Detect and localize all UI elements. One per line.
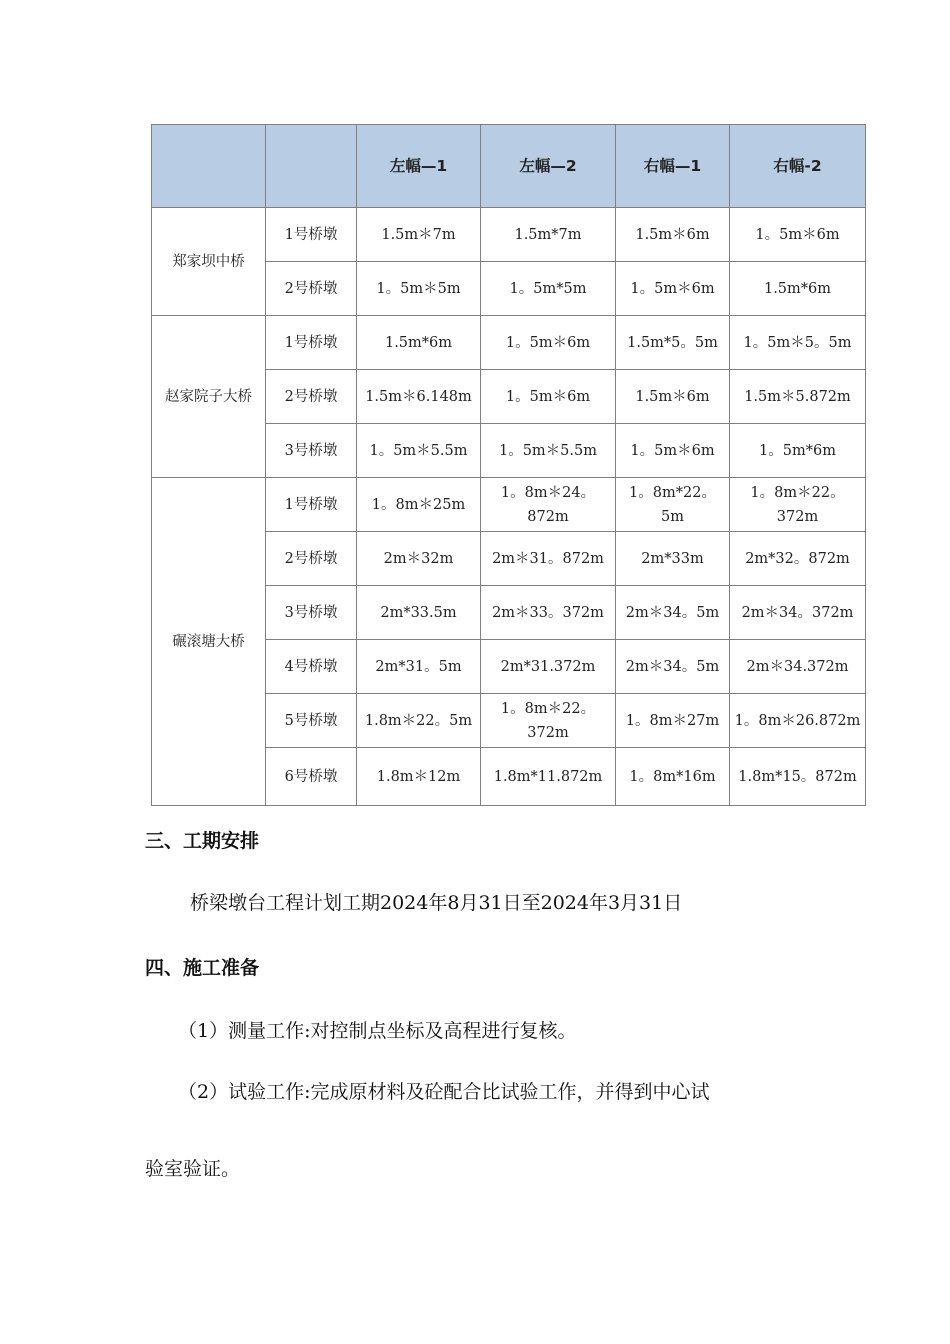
- dimension-cell: 1.5m*6m: [730, 262, 866, 316]
- dimension-cell: 1。8m*16m: [616, 748, 730, 806]
- dimension-cell: 1.5m＊5.872m: [730, 370, 866, 424]
- dimension-cell: 1.8m*15。872m: [730, 748, 866, 806]
- dimension-cell: 1.5m*7m: [481, 208, 616, 262]
- bridge-name-cell: 赵家院子大桥: [152, 316, 266, 478]
- pier-cell: 2号桥墩: [266, 532, 357, 586]
- dimension-cell: 1.5m*5。5m: [616, 316, 730, 370]
- pier-cell: 3号桥墩: [266, 586, 357, 640]
- dimension-cell: 1。5m*5m: [481, 262, 616, 316]
- dimension-cell: 2m*33m: [616, 532, 730, 586]
- preparation-item-2-line-1: （2）试验工作:完成原材料及砼配合比试验工作，并得到中心试: [178, 1081, 710, 1103]
- table-header-row: [152, 125, 866, 208]
- pier-cell: 4号桥墩: [266, 640, 357, 694]
- dimension-cell: 1。5m＊5m: [357, 262, 481, 316]
- dimension-cell: 2m＊34。5m: [616, 640, 730, 694]
- pier-cell: 1号桥墩: [266, 316, 357, 370]
- dimension-cell: 2m*31。5m: [357, 640, 481, 694]
- section-heading-schedule: 三、工期安排: [145, 830, 260, 852]
- dimension-cell: 2m＊34。372m: [730, 586, 866, 640]
- dimension-cell: 2m*33.5m: [357, 586, 481, 640]
- table-row: [152, 208, 866, 262]
- dimension-cell: 1。5m*6m: [730, 424, 866, 478]
- dimension-cell: 2m*32。872m: [730, 532, 866, 586]
- header-cell: 右幅—1: [616, 125, 730, 208]
- dimension-cell: 1。8m＊22。372m: [481, 694, 616, 748]
- header-cell: 左幅—2: [481, 125, 616, 208]
- header-cell: 右幅-2: [730, 125, 866, 208]
- dimension-cell: 2m＊31。872m: [481, 532, 616, 586]
- table-row: [152, 478, 866, 532]
- dimension-cell: 2m＊33。372m: [481, 586, 616, 640]
- dimension-cell: 1。8m*22。5m: [616, 478, 730, 532]
- pier-cell: 5号桥墩: [266, 694, 357, 748]
- dimension-cell: 1。5m＊5。5m: [730, 316, 866, 370]
- dimension-cell: 1。5m＊5.5m: [357, 424, 481, 478]
- bridge-name-cell: 碾滚塘大桥: [152, 478, 266, 806]
- dimension-cell: 1.5m＊6.148m: [357, 370, 481, 424]
- dimension-cell: 1。5m＊6m: [730, 208, 866, 262]
- header-cell: 左幅—1: [357, 125, 481, 208]
- table-row: [152, 316, 866, 370]
- bridge-name-cell: 郑家坝中桥: [152, 208, 266, 316]
- dimension-cell: 1。8m＊26.872m: [730, 694, 866, 748]
- dimension-cell: 1.8m＊22。5m: [357, 694, 481, 748]
- dimension-cell: 2m＊34.372m: [730, 640, 866, 694]
- preparation-item-2-line-2: 验室验证。: [145, 1158, 241, 1180]
- pier-cell: 2号桥墩: [266, 262, 357, 316]
- dimension-cell: 1。5m＊6m: [616, 262, 730, 316]
- pier-cell: 6号桥墩: [266, 748, 357, 806]
- dimension-cell: 1。8m＊22。372m: [730, 478, 866, 532]
- dimension-cell: 2m*31.372m: [481, 640, 616, 694]
- dimension-cell: 1。5m＊6m: [481, 370, 616, 424]
- dimension-cell: 1.8m*11.872m: [481, 748, 616, 806]
- dimension-cell: 1。5m＊5.5m: [481, 424, 616, 478]
- pier-cell: 1号桥墩: [266, 478, 357, 532]
- pier-cell: 1号桥墩: [266, 208, 357, 262]
- dimension-cell: 1.5m＊6m: [616, 370, 730, 424]
- dimension-cell: 1。8m＊25m: [357, 478, 481, 532]
- pier-dimension-table: [151, 124, 866, 806]
- pier-cell: 2号桥墩: [266, 370, 357, 424]
- dimension-cell: 1.5m*6m: [357, 316, 481, 370]
- header-cell: [152, 125, 266, 208]
- pier-cell: 3号桥墩: [266, 424, 357, 478]
- dimension-cell: 1。8m＊24。872m: [481, 478, 616, 532]
- preparation-item-1: （1）测量工作:对控制点坐标及高程进行复核。: [178, 1020, 577, 1042]
- dimension-cell: 2m＊34。5m: [616, 586, 730, 640]
- schedule-paragraph: 桥梁墩台工程计划工期2024年8月31日至2024年3月31日: [190, 892, 683, 914]
- section-heading-preparation: 四、施工准备: [145, 957, 260, 979]
- dimension-cell: 1.5m＊7m: [357, 208, 481, 262]
- dimension-cell: 1.8m＊12m: [357, 748, 481, 806]
- dimension-cell: 1。5m＊6m: [481, 316, 616, 370]
- dimension-cell: 1。8m＊27m: [616, 694, 730, 748]
- header-cell: [266, 125, 357, 208]
- dimension-cell: 1.5m＊6m: [616, 208, 730, 262]
- dimension-cell: 1。5m＊6m: [616, 424, 730, 478]
- dimension-cell: 2m＊32m: [357, 532, 481, 586]
